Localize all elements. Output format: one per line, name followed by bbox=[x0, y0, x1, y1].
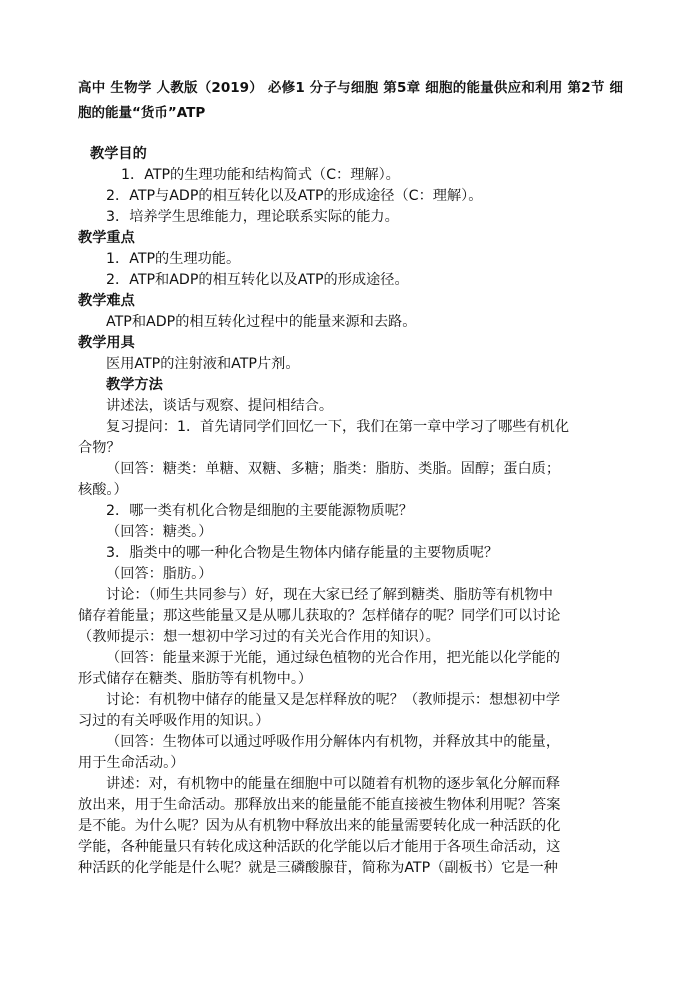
goal-item-1: 1．ATP的生理功能和结构简式（C：理解）。 bbox=[121, 167, 400, 183]
body-line: 学能，各种能量只有转化成这种活跃的化学能以后才能用于各项生命活动，这 bbox=[78, 839, 561, 855]
body-line: 是不能。为什么呢？因为从有机物中释放出来的能量需要转化成一种活跃的化 bbox=[78, 818, 561, 834]
body-line: （回答：糖类。） bbox=[106, 524, 213, 540]
body-line: 2．哪一类有机化合物是细胞的主要能源物质呢？ bbox=[106, 503, 413, 519]
key-points-heading: 教学重点 bbox=[78, 230, 135, 246]
document-title: 高中 生物学 人教版（2019） 必修1 分子与细胞 第5章 细胞的能量供应和利用 第2节 细胞的能量“货币”ATP bbox=[78, 80, 623, 121]
body-line: 核酸。） bbox=[78, 482, 128, 498]
tools-text: 医用ATP的注射液和ATP片剂。 bbox=[106, 356, 300, 372]
difficulty-heading: 教学难点 bbox=[78, 293, 135, 309]
body-line: 放出来，用于生命活动。那释放出来的能量能不能直接被生物体利用呢？答案 bbox=[78, 797, 561, 813]
body-line: 形式储存在糖类、脂肪等有机物中。） bbox=[78, 671, 313, 687]
key-point-item-1: 1．ATP的生理功能。 bbox=[106, 251, 241, 267]
body-line: （回答：生物体可以通过呼吸作用分解体内有机物，并释放其中的能量， bbox=[106, 734, 561, 750]
body-line: 讲述：对，有机物中的能量在细胞中可以随着有机物的逐步氧化分解而释 bbox=[106, 776, 561, 792]
methods-text: 讲述法，谈话与观察、提问相结合。 bbox=[106, 398, 334, 414]
body-line: （回答：脂肪。） bbox=[106, 566, 213, 582]
body-line: 3．脂类中的哪一种化合物是生物体内储存能量的主要物质呢？ bbox=[106, 545, 499, 561]
body-line: 种活跃的化学能是什么呢？就是三磷酸腺苷，简称为ATP（副板书）它是一种 bbox=[78, 860, 558, 876]
goals-heading: 教学目的 bbox=[90, 146, 147, 162]
body-line: 储存着能量；那这些能量又是从哪儿获取的？怎样储存的呢？同学们可以讨论 bbox=[78, 608, 561, 624]
body-line: 讨论：有机物中储存的能量又是怎样释放的呢？（教师提示：想想初中学 bbox=[106, 692, 561, 708]
body-line: 讨论：（师生共同参与）好，现在大家已经了解到糖类、脂肪等有机物中 bbox=[106, 587, 553, 603]
tools-heading: 教学用具 bbox=[78, 335, 135, 351]
goal-item-3: 3．培养学生思维能力，理论联系实际的能力。 bbox=[106, 209, 399, 225]
body-line: 用于生命活动。） bbox=[78, 755, 185, 771]
body-line: （回答：能量来源于光能，通过绿色植物的光合作用，把光能以化学能的 bbox=[106, 650, 561, 666]
methods-heading: 教学方法 bbox=[106, 377, 163, 393]
body-line: （教师提示：想一想初中学习过的有关光合作用的知识）。 bbox=[78, 629, 440, 645]
key-point-item-2: 2．ATP和ADP的相互转化以及ATP的形成途径。 bbox=[106, 272, 409, 288]
body-line: （回答：糖类：单糖、双糖、多糖；脂类：脂肪、类脂。固醇；蛋白质； bbox=[106, 461, 561, 477]
difficulty-text: ATP和ADP的相互转化过程中的能量来源和去路。 bbox=[106, 314, 417, 330]
body-line: 习过的有关呼吸作用的知识。） bbox=[78, 713, 270, 729]
goal-item-2: 2．ATP与ADP的相互转化以及ATP的形成途径（C：理解）。 bbox=[106, 188, 483, 204]
body-line: 合物？ bbox=[78, 440, 121, 456]
body-line: 复习提问：1．首先请同学们回忆一下，我们在第一章中学习了哪些有机化 bbox=[106, 419, 570, 435]
